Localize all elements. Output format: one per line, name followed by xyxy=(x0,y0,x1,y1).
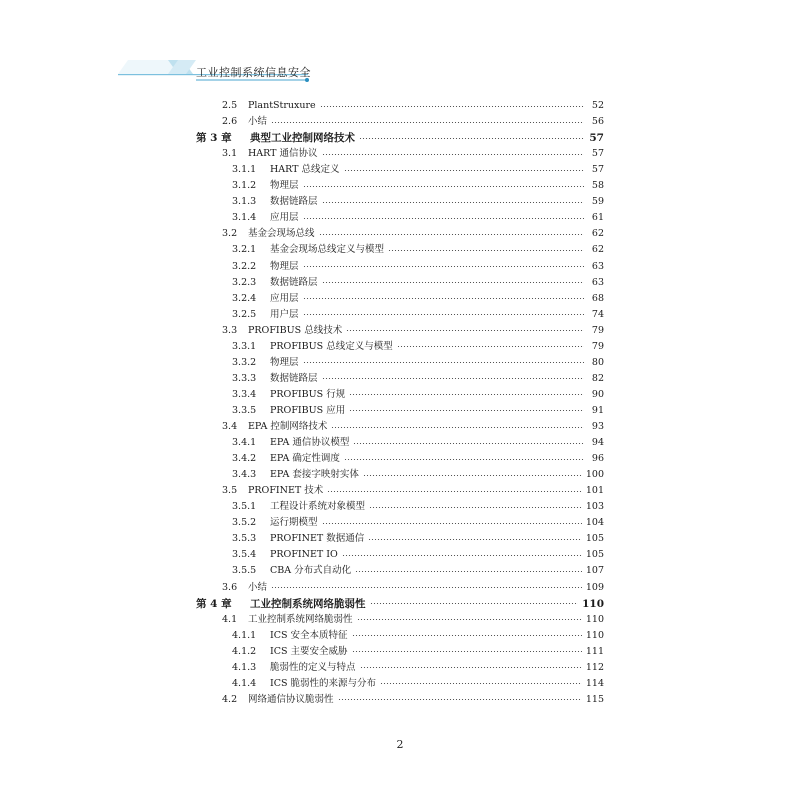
toc-section-entry xyxy=(232,435,604,451)
toc-entry-number: 4.1.1 xyxy=(232,629,257,641)
toc-dot-leader xyxy=(303,362,584,363)
toc-entry-number: 3.4.1 xyxy=(232,437,257,449)
toc-entry-page: 114 xyxy=(585,677,604,689)
toc-entry-page: 61 xyxy=(591,212,604,224)
toc-entry-title: 基金会现场总线 xyxy=(248,228,315,240)
toc-entry-number: 3.2.4 xyxy=(232,292,257,304)
toc-entry-page: 110 xyxy=(585,613,604,625)
toc-chapter-entry xyxy=(196,130,604,146)
toc-section-entry xyxy=(222,580,604,596)
toc-dot-leader xyxy=(370,603,579,604)
toc-entry-page: 90 xyxy=(591,388,604,400)
toc-section-entry xyxy=(232,467,604,483)
toc-entry-title: 用户层 xyxy=(270,308,299,320)
toc-section-entry xyxy=(232,307,604,323)
toc-entry-title: HART 通信协议 xyxy=(248,148,318,160)
toc-section-entry xyxy=(232,403,604,419)
toc-dot-leader xyxy=(303,218,584,219)
toc-entry-page: 74 xyxy=(591,308,604,320)
toc-section-entry xyxy=(232,275,604,291)
toc-entry-number: 3.3.4 xyxy=(232,388,257,400)
toc-entry-title: EPA 控制网络技术 xyxy=(248,421,328,432)
toc-entry-page: 110 xyxy=(585,629,604,641)
toc-dot-leader xyxy=(346,330,584,331)
toc-entry-title: 基金会现场总线定义与模型 xyxy=(270,244,385,256)
toc-entry-title: ICS 主要安全威胁 xyxy=(270,645,348,657)
toc-section-entry xyxy=(222,226,604,242)
toc-dot-leader xyxy=(322,282,584,283)
toc-dot-leader xyxy=(271,587,582,588)
toc-entry-number: 3.3.2 xyxy=(232,356,257,368)
toc-dot-leader xyxy=(342,555,582,556)
toc-entry-number: 3.5.2 xyxy=(232,517,257,529)
toc-section-entry xyxy=(232,515,604,531)
toc-entry-number: 3.6 xyxy=(222,581,238,593)
toc-entry-number: 3.5.1 xyxy=(232,501,257,513)
toc-section-entry xyxy=(232,628,604,644)
toc-entry-number: 3.5.3 xyxy=(232,533,257,545)
toc-entry-title: 工程设计系统对象模型 xyxy=(270,501,366,513)
toc-entry-page: 105 xyxy=(585,549,604,561)
toc-entry-number: 4.1.2 xyxy=(232,645,257,657)
toc-entry-title: PlantStruxure xyxy=(248,100,316,111)
toc-entry-page: 63 xyxy=(591,276,604,288)
toc-entry-page: 104 xyxy=(585,517,604,529)
toc-dot-leader xyxy=(388,250,584,251)
toc-section-entry xyxy=(232,660,604,676)
toc-entry-number: 3.3.3 xyxy=(232,372,257,384)
toc-entry-page: 110 xyxy=(582,597,604,610)
toc-section-entry xyxy=(232,194,604,210)
toc-section-entry xyxy=(232,291,604,307)
toc-section-entry xyxy=(222,146,604,162)
toc-entry-page: 68 xyxy=(591,292,604,304)
page-number: 2 xyxy=(396,738,404,751)
toc-entry-number: 4.2 xyxy=(222,693,238,705)
toc-section-entry xyxy=(232,355,604,371)
toc-entry-page: 96 xyxy=(591,453,604,465)
toc-dot-leader xyxy=(319,234,584,235)
toc-entry-title: 物理层 xyxy=(270,356,299,368)
toc-entry-page: 93 xyxy=(591,421,604,432)
toc-entry-title: EPA 套接字映射实体 xyxy=(270,469,359,481)
toc-entry-title: CBA 分布式自动化 xyxy=(270,565,352,577)
toc-entry-title: 运行期模型 xyxy=(270,517,318,529)
toc-entry-page: 115 xyxy=(585,693,604,705)
toc-entry-number: 3.3.5 xyxy=(232,404,257,416)
toc-dot-leader xyxy=(322,378,584,379)
toc-entry-number: 4.1.4 xyxy=(232,677,257,689)
toc-entry-page: 112 xyxy=(585,661,604,673)
toc-entry-number: 3.4.3 xyxy=(232,469,257,481)
toc-section-entry xyxy=(222,483,604,499)
toc-section-entry xyxy=(232,242,604,258)
toc-dot-leader xyxy=(355,571,582,572)
toc-dot-leader xyxy=(352,651,582,652)
toc-dot-leader xyxy=(349,410,584,411)
toc-section-entry xyxy=(232,387,604,403)
toc-entry-page: 103 xyxy=(585,501,604,513)
toc-entry-title: PROFIBUS 总线定义与模型 xyxy=(270,340,393,352)
toc-entry-title: PROFIBUS 行规 xyxy=(270,388,346,400)
toc-entry-title: PROFIBUS 应用 xyxy=(270,404,346,416)
toc-dot-leader xyxy=(352,635,582,636)
toc-dot-leader xyxy=(320,106,584,107)
toc-entry-page: 62 xyxy=(591,228,604,240)
toc-entry-number: 3.5.5 xyxy=(232,565,257,577)
toc-entry-title: 数据链路层 xyxy=(270,372,318,384)
toc-entry-number: 3.5.4 xyxy=(232,549,257,561)
toc-entry-page: 52 xyxy=(591,100,604,111)
toc-entry-number: 3.2.3 xyxy=(232,276,257,288)
toc-entry-page: 105 xyxy=(585,533,604,545)
toc-entry-number: 3.1 xyxy=(222,148,238,160)
toc-dot-leader xyxy=(322,523,582,524)
toc-entry-title: ICS 安全本质特征 xyxy=(270,629,348,641)
toc-entry-page: 79 xyxy=(591,340,604,352)
toc-entry-page: 57 xyxy=(591,164,604,176)
toc-entry-number: 3.1.3 xyxy=(232,196,257,208)
toc-entry-number: 3.2.1 xyxy=(232,244,257,256)
toc-dot-leader xyxy=(322,202,584,203)
toc-entry-title: EPA 通信协议模型 xyxy=(270,437,350,449)
toc-entry-title: 应用层 xyxy=(270,292,299,304)
toc-entry-page: 91 xyxy=(591,404,604,416)
toc-entry-page: 100 xyxy=(585,469,604,481)
toc-entry-title: 小结 xyxy=(248,116,268,128)
toc-entry-title: 典型工业控制网络技术 xyxy=(250,132,355,145)
toc-entry-title: 数据链路层 xyxy=(270,196,318,208)
toc-dot-leader xyxy=(303,298,584,299)
toc-dot-leader xyxy=(360,667,582,668)
running-header-title: 工业控制系统信息安全 xyxy=(196,66,311,79)
toc-entry-page: 57 xyxy=(591,148,604,160)
toc-entry-title: 小结 xyxy=(248,581,268,593)
toc-dot-leader xyxy=(303,314,584,315)
toc-chapter-entry xyxy=(196,596,604,612)
toc-entry-title: 物理层 xyxy=(270,180,299,192)
toc-section-entry xyxy=(232,371,604,387)
toc-entry-page: 58 xyxy=(591,180,604,192)
toc-entry-page: 57 xyxy=(589,132,604,145)
toc-entry-title: EPA 确定性调度 xyxy=(270,453,340,465)
toc-entry-title: 物理层 xyxy=(270,260,299,272)
toc-entry-title: PROFINET IO xyxy=(270,549,338,561)
toc-entry-number: 3.5 xyxy=(222,485,238,497)
toc-section-entry xyxy=(232,451,604,467)
toc-section-entry xyxy=(222,419,604,435)
toc-entry-title: HART 总线定义 xyxy=(270,164,340,176)
toc-dot-leader xyxy=(303,266,584,267)
toc-dot-leader xyxy=(368,539,582,540)
toc-section-entry xyxy=(232,547,604,563)
toc-dot-leader xyxy=(322,154,585,155)
toc-entry-title: 脆弱性的定义与特点 xyxy=(270,661,356,673)
toc-entry-number: 3.2.5 xyxy=(232,308,257,320)
toc-entry-title: PROFINET 技术 xyxy=(248,485,324,497)
toc-dot-leader xyxy=(331,427,584,428)
toc-section-entry xyxy=(232,210,604,226)
toc-section-entry xyxy=(232,676,604,692)
toc-dot-leader xyxy=(344,459,584,460)
toc-entry-title: 数据链路层 xyxy=(270,276,318,288)
toc-dot-leader xyxy=(363,475,582,476)
toc-dot-leader xyxy=(303,186,584,187)
toc-section-entry xyxy=(222,612,604,628)
running-header xyxy=(0,0,800,90)
toc-entry-page: 82 xyxy=(591,372,604,384)
toc-entry-title: 应用层 xyxy=(270,212,299,224)
toc-dot-leader xyxy=(327,491,582,492)
toc-section-entry xyxy=(232,563,604,579)
toc-entry-title: 网络通信协议脆弱性 xyxy=(248,693,334,705)
toc-section-entry xyxy=(232,259,604,275)
toc-entry-page: 111 xyxy=(585,645,604,657)
toc-entry-page: 109 xyxy=(585,581,604,593)
toc-entry-number: 3.4 xyxy=(222,421,238,432)
toc-dot-leader xyxy=(338,699,582,700)
toc-entry-page: 107 xyxy=(585,565,604,577)
toc-entry-number: 3.2.2 xyxy=(232,260,257,272)
toc-dot-leader xyxy=(397,346,584,347)
toc-dot-leader xyxy=(353,443,584,444)
toc-dot-leader xyxy=(359,138,584,139)
toc-entry-title: PROFIBUS 总线技术 xyxy=(248,324,343,336)
toc-entry-title: ICS 脆弱性的来源与分布 xyxy=(270,677,377,689)
toc-entry-page: 62 xyxy=(591,244,604,256)
toc-entry-title: 工业控制系统网络脆弱性 xyxy=(250,597,366,610)
toc-section-entry xyxy=(222,692,604,708)
toc-section-entry xyxy=(232,531,604,547)
toc-dot-leader xyxy=(349,394,584,395)
toc-entry-number: 3.3 xyxy=(222,324,238,336)
toc-entry-number: 3.3.1 xyxy=(232,340,257,352)
toc-dot-leader xyxy=(271,122,584,123)
toc-section-entry xyxy=(222,114,604,130)
toc-dot-leader xyxy=(344,170,585,171)
toc-entry-number: 4.1.3 xyxy=(232,661,257,673)
toc-entry-page: 56 xyxy=(591,116,604,128)
toc-entry-page: 80 xyxy=(591,356,604,368)
toc-entry-number: 3.1.2 xyxy=(232,180,257,192)
toc-section-entry xyxy=(232,339,604,355)
toc-dot-leader xyxy=(380,683,582,684)
toc-entry-number: 2.5 xyxy=(222,100,238,111)
toc-entry-number: 2.6 xyxy=(222,116,238,128)
toc-entry-number: 3.1.4 xyxy=(232,212,257,224)
toc-dot-leader xyxy=(357,619,582,620)
toc-entry-number: 3.1.1 xyxy=(232,164,257,176)
toc-section-entry xyxy=(222,98,604,114)
toc-entry-page: 94 xyxy=(591,437,604,449)
toc-dot-leader xyxy=(369,507,582,508)
toc-section-entry xyxy=(232,178,604,194)
toc-entry-page: 59 xyxy=(591,196,604,208)
toc-entry-number: 3.2 xyxy=(222,228,238,240)
toc-section-entry xyxy=(232,499,604,515)
toc-entry-number: 3.4.2 xyxy=(232,453,257,465)
toc-section-entry xyxy=(232,162,604,178)
header-banner-graphic xyxy=(0,0,800,90)
toc-entry-page: 101 xyxy=(585,485,604,497)
toc-entry-page: 63 xyxy=(591,260,604,272)
toc-entry-page: 79 xyxy=(591,324,604,336)
toc-entry-number: 第 3 章 xyxy=(196,132,232,145)
toc-section-entry xyxy=(222,323,604,339)
toc-entry-number: 第 4 章 xyxy=(196,597,232,610)
toc-entry-title: 工业控制系统网络脆弱性 xyxy=(248,613,353,625)
toc-section-entry xyxy=(232,644,604,660)
toc-entry-title: PROFINET 数据通信 xyxy=(270,533,365,545)
toc-entry-number: 4.1 xyxy=(222,613,238,625)
